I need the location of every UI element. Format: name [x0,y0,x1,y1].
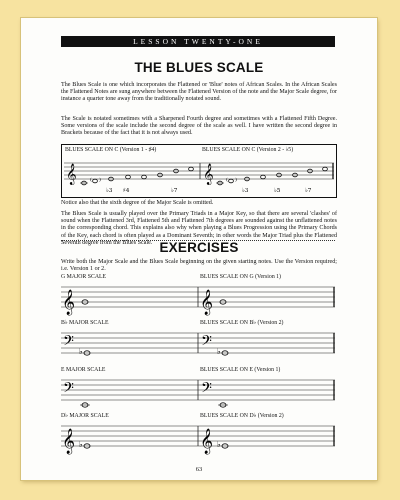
bass-clef-icon: 𝄢 [201,333,212,353]
svg-text:): ) [99,177,101,183]
intro-paragraph-2: The Scale is notated sometimes with a Sharpened Fourth degree and sometimes with a Flattened Fifth Degree. Some versions of the scale include the second degree of the scale as well. I have written the second degree in Brackets because of the fact that it is not always used. [61,116,337,137]
blues-scale-example-box [61,144,337,198]
example-staff [64,157,334,197]
bass-clef-icon: 𝄢 [63,333,74,353]
exercise-right-label: BLUES SCALE ON E (Version 1) [200,367,281,373]
treble-clef-icon: 𝄞 [200,290,214,315]
bass-clef-icon: 𝄢 [201,380,212,400]
exercise-right-label: BLUES SCALE ON D♭ (Version 2) [200,413,284,419]
page-title: THE BLUES SCALE [134,60,264,75]
lesson-header-bar: LESSON TWENTY-ONE [61,36,335,47]
exercise-row [61,413,335,458]
exercise-staff[interactable] [61,376,335,406]
exercise-left-label: D♭ MAJOR SCALE [61,413,109,419]
degree-label: ♭3 [242,188,249,194]
degree-label: ♯4 [123,188,130,194]
exercise-staff[interactable] [61,283,335,313]
treble-clef-icon: 𝄞 [62,290,76,315]
example-label-version-2: BLUES SCALE ON C (Version 2 - ♭5) [202,147,294,153]
example-notes-version-2 [216,167,327,185]
intro-paragraph-1: The Blues Scale is one which incorporates the Flattened or 'Blue' notes of African Scales. In the African Scales the Flattened Notes are sung anywhere between the Flattened Version of the note and the Major Scale degree, for instance a quarter tone away from the traditionally notated sound. [61,82,337,103]
svg-text:♭: ♭ [217,347,221,356]
exercise-right-label: BLUES SCALE ON G (Version 1) [200,274,281,280]
exercise-right-label: BLUES SCALE ON B♭ (Version 2) [200,320,284,326]
book-page [21,18,377,480]
svg-text:♭: ♭ [217,440,221,449]
degree-label: ♭5 [274,188,281,194]
note-sixth-degree: Notice also that the sixth degree of the Major Scale is omitted. [61,200,214,206]
exercise-staff[interactable] [61,422,335,452]
svg-text:♭: ♭ [79,440,83,449]
degree-label: ♭3 [106,188,113,194]
exercise-row [61,367,335,412]
degree-label: ♭7 [171,188,178,194]
exercise-left-label: B♭ MAJOR SCALE [61,320,109,326]
exercise-left-label: G MAJOR SCALE [61,274,107,280]
treble-clef-icon: 𝄞 [66,164,77,185]
exercises-instructions: Write both the Major Scale and the Blues Scale beginning on the given starting notes. Use the Version required; i.e. Version 1 or 2. [61,259,337,273]
degree-label: ♭7 [305,188,312,194]
exercise-staff[interactable] [61,329,335,359]
svg-text:(: ( [90,177,92,183]
page-number: 63 [195,466,203,473]
svg-text:): ) [235,177,237,183]
svg-text:♭: ♭ [79,347,83,356]
treble-clef-icon: 𝄞 [62,429,76,454]
treble-clef-icon: 𝄞 [203,164,214,185]
bass-clef-icon: 𝄢 [63,380,74,400]
exercise-left-label: E MAJOR SCALE [61,367,106,373]
example-notes-version-1 [80,167,193,185]
exercises-title: EXERCISES [159,240,239,255]
example-label-version-1: BLUES SCALE ON C (Version 1 - ♯4) [65,147,157,153]
exercise-row [61,274,335,319]
treble-clef-icon: 𝄞 [200,429,214,454]
intro-paragraph-3: The Blues Scale is usually played over the Primary Triads in a Major Key, so that there are several 'clashes' of sound when the Flattened 3rd, Flattened 5th and Flattened 7th degrees are sounded against the unflattened notes in the corresponding chord. This explains also why when playing a Blues Progression using the Primary Chords of the Key, each chord is often played as a Dominant Seventh; in other words the Major Triad plus the Flattened Seventh degree from the Blues Scale. [61,211,337,246]
svg-text:(: ( [226,177,228,183]
exercise-row [61,320,335,365]
